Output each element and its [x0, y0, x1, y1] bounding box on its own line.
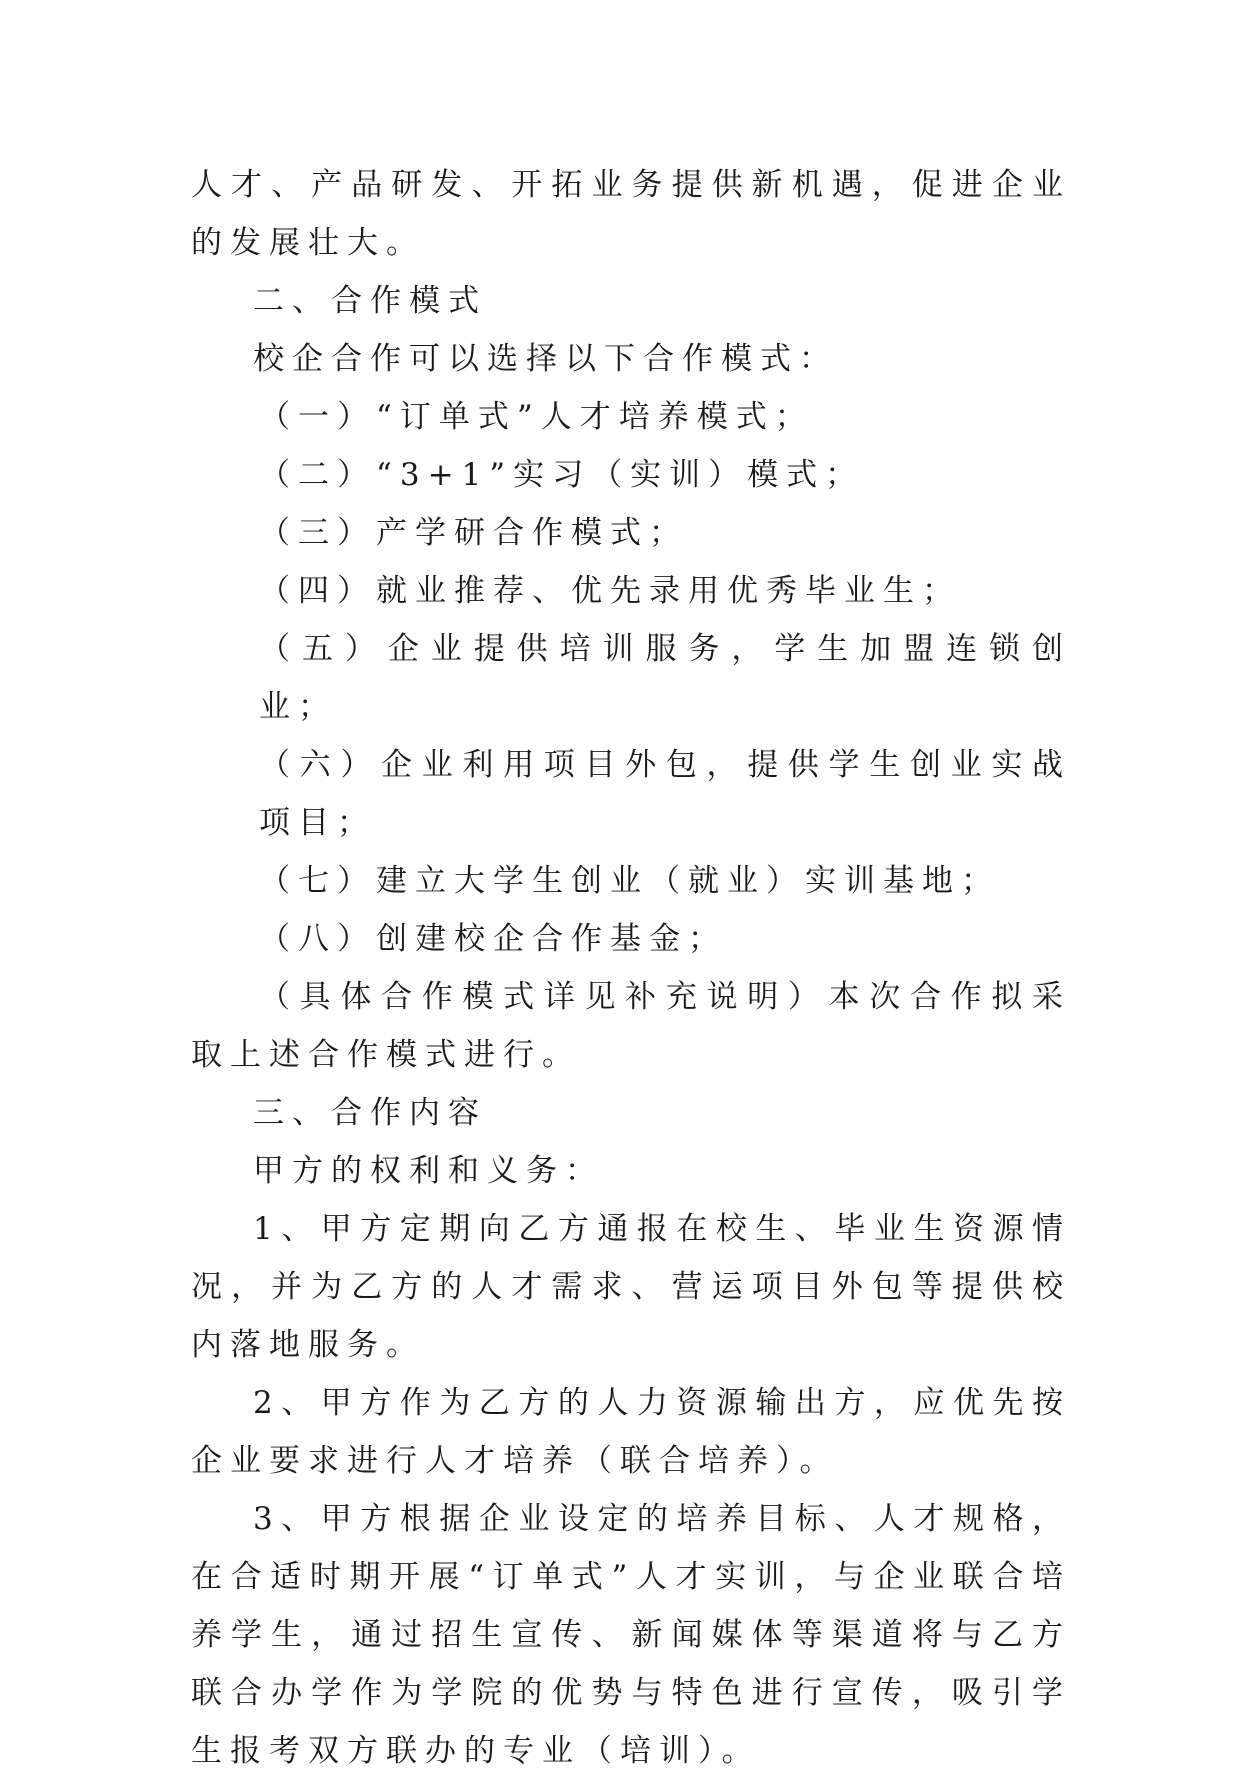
list-item-mode-5: （五）企业提供培训服务，学生加盟连锁创业；	[259, 631, 1071, 725]
list-item-mode-4: （四）就业推荐、优先录用优秀毕业生；	[259, 573, 961, 609]
list-item-mode-7: （七）建立大学生创业（就业）实训基地；	[259, 863, 1000, 899]
paragraph-clause-3: 3、甲方根据企业设定的培养目标、人才规格，在合适时期开展“订单式”人才实训，与企业联合培养学生，通过招生宣传、新闻媒体等渠道将与乙方联合办学作为学院的优势与特色进行宣传，吸引学生报考双方联办的专业（培训）。	[191, 1501, 1071, 1769]
list-item-mode-1: （一）“订单式”人才培养模式；	[259, 399, 814, 435]
paragraph-clause-2: 2、甲方作为乙方的人力资源输出方，应优先按企业要求进行人才培养（联合培养）。	[191, 1385, 1071, 1479]
section-heading-cooperation-mode: 二、合作模式	[253, 283, 487, 319]
paragraph-mode-intro: 校企合作可以选择以下合作模式：	[253, 341, 838, 377]
list-item-mode-6: （六）企业利用项目外包，提供学生创业实战项目；	[259, 747, 1071, 841]
list-item-mode-8: （八）创建校企合作基金；	[259, 921, 727, 957]
paragraph-party-a-rights: 甲方的权利和义务：	[253, 1153, 604, 1189]
list-item-mode-3: （三）产学研合作模式；	[259, 515, 688, 551]
document-body	[191, 156, 1071, 1780]
list-item-mode-2: （二）“3+1”实习（实训）模式；	[259, 457, 865, 493]
section-heading-cooperation-content: 三、合作内容	[253, 1095, 487, 1131]
paragraph-mode-note: （具体合作模式详见补充说明）本次合作拟采取上述合作模式进行。	[191, 979, 1071, 1073]
paragraph-clause-1: 1、甲方定期向乙方通报在校生、毕业生资源情况，并为乙方的人才需求、营运项目外包等提供校内落地服务。	[191, 1211, 1071, 1363]
paragraph-continuation: 人才、产品研发、开拓业务提供新机遇，促进企业的发展壮大。	[191, 167, 1071, 261]
